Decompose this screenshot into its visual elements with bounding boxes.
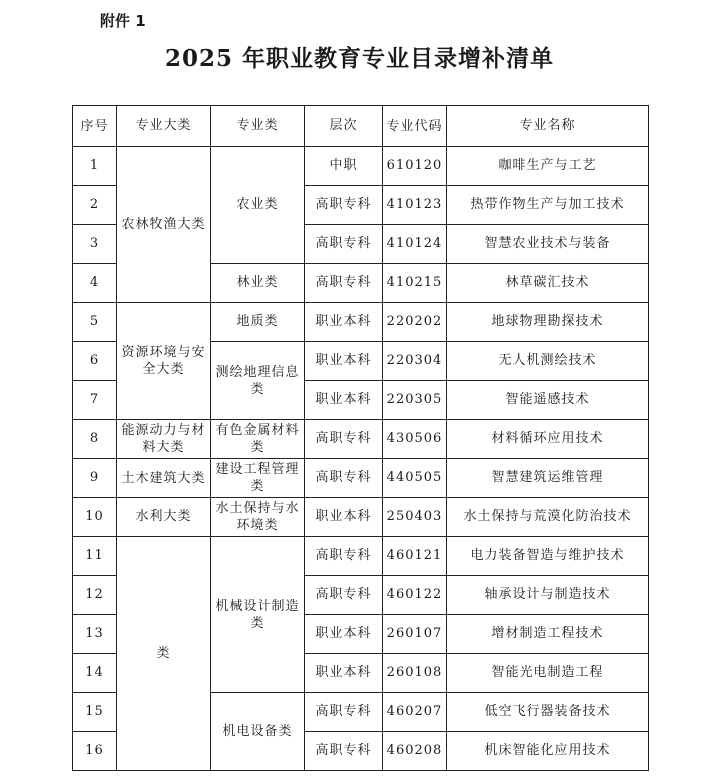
cell-seq: 2 [73,186,117,225]
cell-seq: 9 [73,459,117,498]
cell-seq: 13 [73,615,117,654]
cell-level: 高职专科 [305,420,383,459]
cell-level: 高职专科 [305,693,383,732]
cell-major-name: 咖啡生产与工艺 [447,147,649,186]
cell-major-name: 热带作物生产与加工技术 [447,186,649,225]
cell-level: 高职专科 [305,186,383,225]
cell-category: 地质类 [211,303,305,342]
cell-code: 460122 [383,576,447,615]
cell-seq: 10 [73,498,117,537]
cell-seq: 14 [73,654,117,693]
cell-code: 430506 [383,420,447,459]
cell-major-name: 智能光电制造工程 [447,654,649,693]
table-row [73,498,649,537]
cell-code: 410124 [383,225,447,264]
cell-seq: 1 [73,147,117,186]
cell-level: 中职 [305,147,383,186]
cell-level: 职业本科 [305,615,383,654]
cell-major-category: 土木建筑大类 [117,459,211,498]
cell-code: 460121 [383,537,447,576]
cell-seq: 6 [73,342,117,381]
cell-code: 220202 [383,303,447,342]
header-code: 专业代码 [383,106,447,147]
cell-seq: 3 [73,225,117,264]
cell-level: 职业本科 [305,498,383,537]
table-row [73,420,649,459]
cell-major-name: 机床智能化应用技术 [447,732,649,771]
cell-major-category: 水利大类 [117,498,211,537]
cell-level: 高职专科 [305,537,383,576]
cell-code: 220304 [383,342,447,381]
table-row [73,459,649,498]
cell-seq: 11 [73,537,117,576]
header-category: 专业类 [211,106,305,147]
cell-code: 250403 [383,498,447,537]
table-row [73,147,649,186]
cell-major-category: 类 [117,537,211,771]
cell-category: 水土保持与水环境类 [211,498,305,537]
cell-code: 220305 [383,381,447,420]
cell-major-name: 林草碳汇技术 [447,264,649,303]
cell-category: 机电设备类 [211,693,305,771]
cell-category: 测绘地理信息类 [211,342,305,420]
header-seq: 序号 [73,106,117,147]
cell-code: 610120 [383,147,447,186]
table-header-row [73,106,649,147]
cell-level: 高职专科 [305,459,383,498]
cell-code: 260107 [383,615,447,654]
cell-seq: 16 [73,732,117,771]
cell-code: 410123 [383,186,447,225]
cell-major-name: 智慧建筑运维管理 [447,459,649,498]
cell-code: 410215 [383,264,447,303]
cell-major-name: 智能遥感技术 [447,381,649,420]
cell-major-name: 水土保持与荒漠化防治技术 [447,498,649,537]
cell-code: 260108 [383,654,447,693]
cell-level: 高职专科 [305,732,383,771]
cell-major-category: 农林牧渔大类 [117,147,211,303]
cell-category: 机械设计制造类 [211,537,305,693]
cell-major-name: 低空飞行器装备技术 [447,693,649,732]
cell-major-name: 无人机测绘技术 [447,342,649,381]
cell-seq: 5 [73,303,117,342]
cell-seq: 8 [73,420,117,459]
cell-level: 职业本科 [305,303,383,342]
header-level: 层次 [305,106,383,147]
document-title: 2025 年职业教育专业目录增补清单 [164,45,555,72]
table-row [73,537,649,576]
cell-major-category: 资源环境与安全大类 [117,303,211,420]
major-catalog-table [72,105,649,771]
cell-code: 460208 [383,732,447,771]
cell-seq: 12 [73,576,117,615]
cell-category: 建设工程管理类 [211,459,305,498]
cell-level: 职业本科 [305,654,383,693]
cell-level: 高职专科 [305,225,383,264]
cell-seq: 7 [73,381,117,420]
cell-major-name: 智慧农业技术与装备 [447,225,649,264]
cell-category: 有色金属材料类 [211,420,305,459]
header-major-category: 专业大类 [117,106,211,147]
cell-major-name: 轴承设计与制造技术 [447,576,649,615]
header-name: 专业名称 [447,106,649,147]
table-row [73,303,649,342]
cell-major-name: 材料循环应用技术 [447,420,649,459]
cell-code: 460207 [383,693,447,732]
attachment-label: 附件 1 [100,12,146,30]
cell-major-name: 电力装备智造与维护技术 [447,537,649,576]
cell-code: 440505 [383,459,447,498]
cell-major-category: 能源动力与材料大类 [117,420,211,459]
cell-level: 职业本科 [305,381,383,420]
cell-category: 林业类 [211,264,305,303]
cell-level: 职业本科 [305,342,383,381]
cell-major-name: 地球物理勘探技术 [447,303,649,342]
cell-category: 农业类 [211,147,305,264]
cell-seq: 15 [73,693,117,732]
cell-level: 高职专科 [305,576,383,615]
cell-major-name: 增材制造工程技术 [447,615,649,654]
cell-level: 高职专科 [305,264,383,303]
cell-seq: 4 [73,264,117,303]
